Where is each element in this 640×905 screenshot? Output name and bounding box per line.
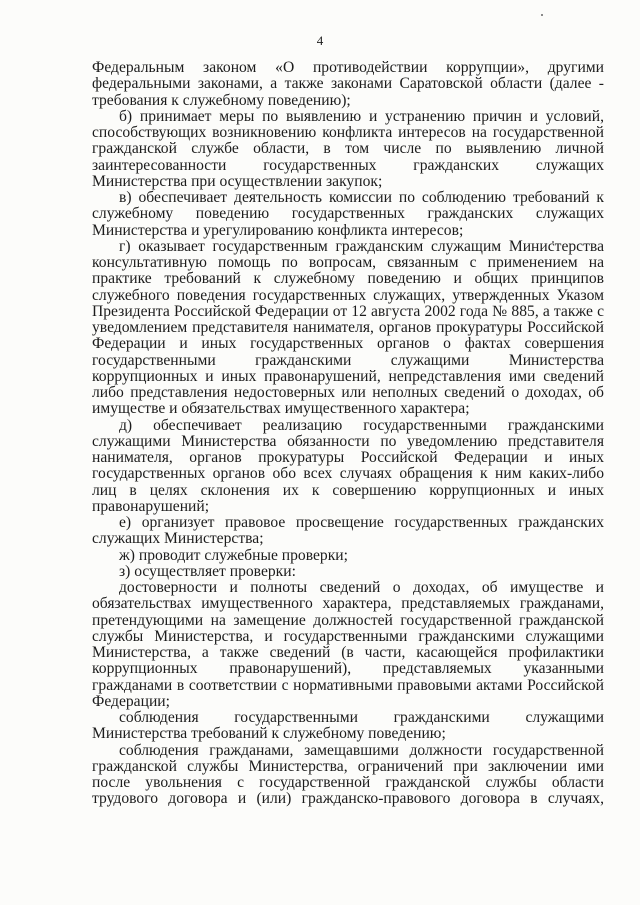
paragraph-item-d: д) обеспечивает реализацию государственными гражданскими служащими Министерства обязанности по уведомлению представителя нанимателя, органов прокуратуры Российской Федерации и иных государственных органов обо всех случаях обращения к ним каких-либо лиц в целях склонения их к совершению коррупционных и иных правонарушений; [92,416,604,515]
paragraph-item-zh: ж) проводит служебные проверки; [119,546,348,564]
paragraph-item-z: з) осуществляет проверки: [119,562,296,580]
paragraph-item-v: в) обеспечивает деятельность комиссии по соблюдению требований к служебному поведению государственных гражданских служащих Министерства и урегулированию конфликта интересов; [92,189,604,239]
document-body [92,60,604,808]
paragraph-continuation: Федеральным законом «О противодействии коррупции», другими федеральными законами, а также законами Саратовской области (далее - требования к служебному поведению); [92,59,604,109]
page-number: 4 [316,33,324,48]
paragraph-item-e: е) организует правовое просвещение государственных гражданских служащих Министерства; [92,514,604,548]
paragraph-check-conduct: соблюдения государственными гражданскими служащими Министерства требований к служебному поведению; [92,709,604,743]
paragraph-item-g: г) оказывает государственным гражданским служащим Министерства консультативную помощь по вопросам, связанным с применением на практике требований к служебному поведению и общих принципов служебного поведения государственных служащих, утвержденных Указом Президента Российской Федерации от 12 августа 2002 года № 885, а также с уведомлением представителя нанимателя, органов прокуратуры Российской Федерации и иных государственных органов о фактах совершения государственными гражданскими служащими Министерства коррупционных и иных правонарушений, непредставления ими сведений либо представления недостоверных или неполных сведений о доходах, об имуществе и обязательствах имущественного характера; [92,237,604,418]
scan-speck [541,14,543,16]
paragraph-check-restrictions: соблюдения гражданами, замещавшими должности государственной гражданской службы Министерства, ограничений при заключении ими после увольнения с государственной гражданской службы области трудового договора и (или) гражданско-правового договора в случаях, [92,741,604,808]
paragraph-check-reliability: достоверности и полноты сведений о доходах, об имуществе и обязательствах имущественного характера, представляемых гражданами, претендующими на замещение должностей государственной гражданской службы Министерства, и государственными гражданскими служащими Министерства, а также сведений (в части, касающейся профилактики коррупционных правонарушений), представляемых указанными гражданами в соответствии с нормативными правовыми актами Российской Федерации; [92,579,604,710]
paragraph-item-b: б) принимает меры по выявлению и устранению причин и условий, способствующих возникновению конфликта интересов на государственной гражданской службе области, в том числе по выявлению личной заинтересованности государственных гражданских служащих Министерства при осуществлении закупок; [92,107,604,190]
